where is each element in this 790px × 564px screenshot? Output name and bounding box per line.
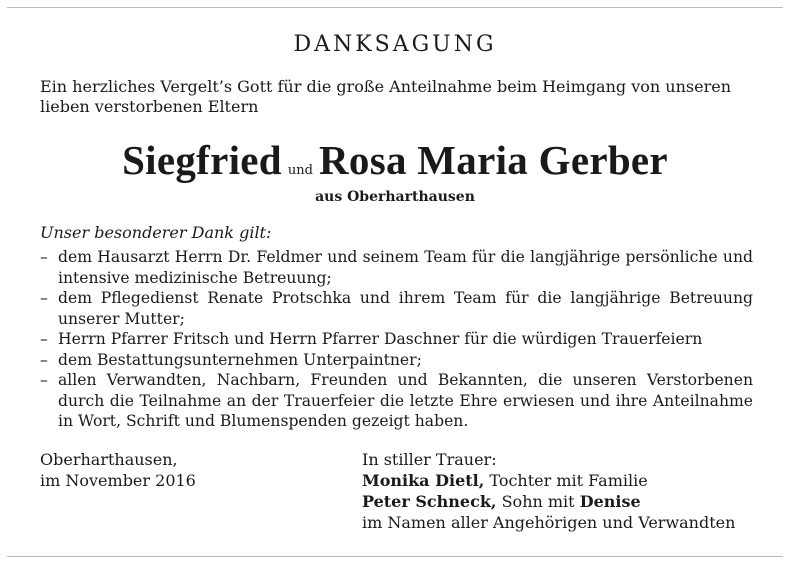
thanks-item-text: allen Verwandten, Nachbarn, Freunden und Bekannten, die unseren Verstorbenen durch die Teilnahme an der Trauerfeier die letzte Ehre erwiesen und ihre Anteilnahme in Wort, Schrift und Blumenspenden gezeigt haben. <box>58 371 753 430</box>
intro-text: Ein herzliches Vergelt’s Gott für die große Anteilnahme beim Heimgang von unseren lieben verstorbenen Eltern <box>40 77 731 116</box>
mourner-line <box>362 491 735 512</box>
dash-marker: – <box>40 248 48 266</box>
date-line: im November 2016 <box>40 471 196 490</box>
mourner-line <box>362 470 735 491</box>
second-name: Rosa Maria Gerber <box>318 137 668 183</box>
mourner-name: Monika Dietl, <box>362 471 485 490</box>
mourner-partner: Denise <box>579 492 641 511</box>
thanks-item-text: dem Hausarzt Herrn Dr. Feldmer und seinem Team für die langjährige persönliche und intensive medizinische Betreuung; <box>58 248 753 287</box>
dash-marker: – <box>40 330 48 348</box>
dash-marker: – <box>40 371 48 389</box>
thanks-item <box>40 350 753 371</box>
mourning-line: In stiller Trauer: <box>362 450 497 469</box>
mourners-block <box>362 449 735 533</box>
notice-heading: DANKSAGUNG <box>293 32 497 57</box>
bottom-divider <box>7 556 783 557</box>
mourner-name: Peter Schneck, <box>362 492 497 511</box>
thanks-item-text: dem Bestattungsunternehmen Unterpaintner; <box>58 350 422 369</box>
mourner-relation: Tochter mit Familie <box>489 471 648 490</box>
thanks-item <box>40 370 753 432</box>
dash-marker: – <box>40 350 48 369</box>
thanks-list <box>40 247 753 432</box>
deceased-names <box>0 137 790 194</box>
dash-marker: – <box>40 289 48 307</box>
thanks-item-text: Herrn Pfarrer Fritsch und Herrn Pfarrer Daschner für die würdigen Trauerfeiern <box>58 330 703 348</box>
thanks-item-text: dem Pflegedienst Renate Protschka und ihrem Team für die langjährige Betreuung unserer Mutter; <box>58 289 753 328</box>
thanks-item <box>40 288 753 329</box>
thanks-item <box>40 329 753 350</box>
thanks-item <box>40 247 753 288</box>
closing-line: im Namen aller Angehörigen und Verwandten <box>362 513 736 532</box>
top-divider <box>7 7 783 8</box>
mourner-relation: Sohn mit <box>501 492 575 511</box>
thanks-title: Unser besonderer Dank gilt: <box>40 223 272 242</box>
place-date-block <box>40 449 196 491</box>
first-name: Siegfried <box>122 137 282 183</box>
origin-line: aus Oberharthausen <box>315 189 475 205</box>
place-line: Oberharthausen, <box>40 450 178 469</box>
name-connector: und <box>287 163 313 178</box>
